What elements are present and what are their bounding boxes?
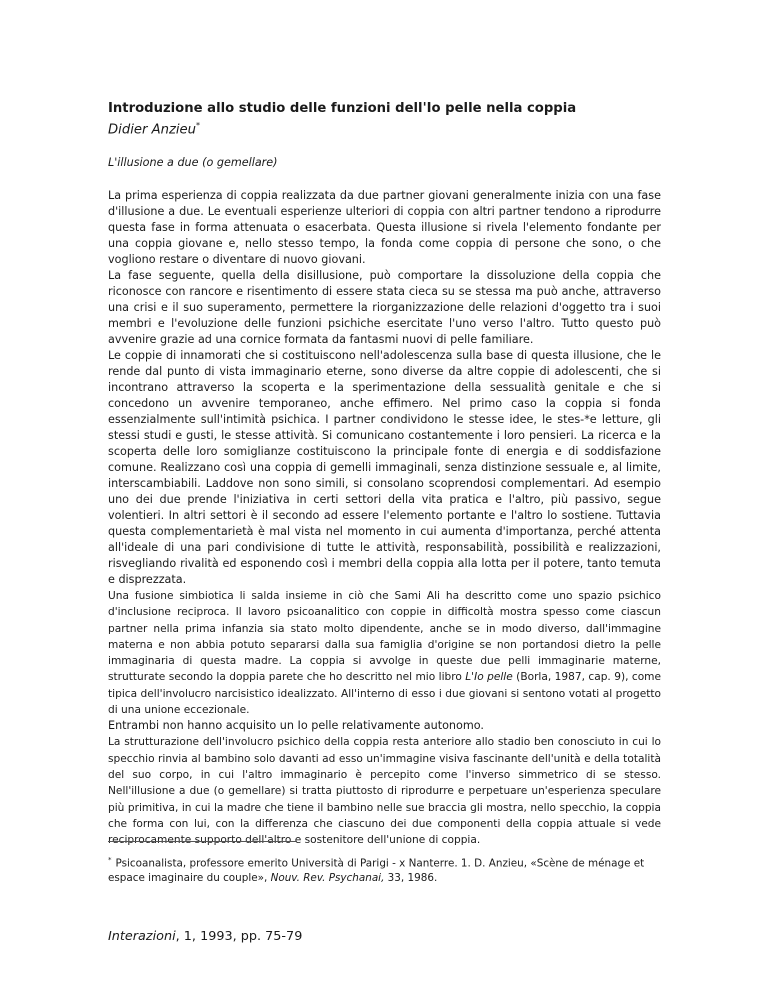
footnote-post: 33, 1986.: [384, 872, 438, 885]
paragraph-6: La strutturazione dell'involucro psichico della coppia resta anteriore allo stadio ben conosciuto in cui lo specchio rinvia al bambino solo davanti ad esso un'immagine visiva fascinante dell'unità e della totalità del suo corpo, in cui l'altro immaginario è percepito come l'inverso simmetrico di se stesso. Nell'illusione a due (o gemellare) si tratta piuttosto di riprodurre e perpetuare un'esperienza speculare più primitiva, in cui la madre che tiene il bambino nelle sue braccia gli mostra, nello specchio, la coppia che forma con lui, con la differenza che ciascuno dei due componenti della coppia attuale si vede reciprocamente supporto dell'altro e sostenitore dell'unione di coppia.: [108, 736, 661, 847]
author-footnote-mark: *: [196, 121, 201, 130]
book-title: L'Io pelle: [465, 671, 513, 684]
article-body: [108, 188, 661, 848]
author-name: Didier Anzieu: [108, 122, 197, 138]
footnote-journal: Nouv. Rev. Psychanai,: [270, 872, 385, 885]
footnote-divider: [108, 841, 296, 842]
paragraph-2: La fase seguente, quella della disillusione, può comportare la dissoluzione della coppia che riconosce con rancore e risentimento di essere stata cieca su se stessa ma può anche, attraverso una crisi e il suo superamento, permettere la riorganizzazione delle relazioni d'oggetto tra i suoi membri e l'evoluzione delle funzioni psichiche esercitate l'uno verso l'altro. Tutto questo può avvenire grazie ad una cornice formata da fantasmi nuovi di pelle familiare.: [108, 269, 661, 346]
paragraph-4-post: (Borla, 1987, cap. 9), come tipica dell'involucro narcisistico idealizzato. All'interno di esso i due giovani si sentono votati al progetto di una unione eccezionale.: [108, 671, 662, 717]
paragraph-5: Entrambi non hanno acquisito un Io pelle relativamente autonomo.: [108, 719, 484, 733]
paragraph-1: La prima esperienza di coppia realizzata da due partner giovani generalmente inizia con una fase d'illusione a due. Le eventuali esperienze ulteriori di coppia con altri partner tendono a riprodurre questa fase in forma attenuata o esacerbata. Questa illusione si rivela l'elemento fondante per una coppia giovane e, nello stesso tempo, la fonda come coppia di persone che sono, o che vogliono restare o diventare di nuovo giovani.: [108, 189, 661, 266]
paragraph-3: Le coppie di innamorati che si costituiscono nell'adolescenza sulla base di questa illusione, che le rende dal punto di vista immaginario eterne, sono diverse da altre coppie di adolescenti, che si incontrano attraverso la scoperta e la sperimentazione della sessualità genitale e che si concedono un avvenire temporaneo, anche effimero. Nel primo caso la coppia si fonda essenzialmente sull'intimità psichica. I partner condividono le stesse idee, le stes-*e letture, gli stessi studi e gusti, le stesse attività. Si comunicano costantemente i loro pensieri. La ricerca e la scoperta delle loro somiglianze costituiscono la principale fonte di energia e di soddisfazione comune. Realizzano così una coppia di gemelli immaginali, senza distinzione sessuale e, al limite, interscambiabili. Laddove non sono simili, si consolano scoprendosi complementari. Ad esempio uno dei due prende l'iniziativa in certi settori della vita pratica e l'altro, più passivo, segue volentieri. In altri settori è il secondo ad essere l'elemento portante e l'altro lo sostiene. Tuttavia questa complementarietà è mal vista nel momento in cui aumenta d'importanza, perché attenta all'ideale di una pari condivisione di tutte le attività, responsabilità, possibilità e realizzazioni, risvegliando rivalità ed esponendo così i membri della coppia alla lotta per il potere, tanto temuta e disprezzata.: [108, 349, 661, 586]
footnote: [108, 853, 661, 886]
section-heading: L'illusione a due (o gemellare): [108, 156, 278, 169]
footnote-mark: *: [108, 856, 112, 864]
source-journal: Interazioni: [108, 929, 176, 944]
source-citation: [108, 929, 302, 944]
paragraph-4-pre: Una fusione simbiotica li salda insieme in ciò che Sami Ali ha descritto come uno spazio psichico d'inclusione reciproca. Il lavoro psicoanalitico con coppie in difficoltà mostra spesso come ciascun partner nella prima infanzia sia stato molto dipendente, anche se in modo diverso, dall'immagine materna e non abbia potuto separarsi dalla sua famiglia d'origine se non portandosi dietro la pelle immaginaria di questa madre. La coppia si avvolge in queste due pelli immaginarie materne, strutturate secondo la doppia parete che ho descritto nel mio libro: [108, 590, 661, 684]
article-author: [108, 117, 661, 138]
paragraph-4: [108, 588, 661, 718]
source-rest: , 1, 1993, pp. 75-79: [175, 929, 303, 944]
article-title: Introduzione allo studio delle funzioni dell'Io pelle nella coppia: [108, 101, 577, 116]
footnote-pre: Psicoanalista, professore emerito Università di Parigi - x Nanterre. 1. D. Anzieu, «Scène de ménage et espace imaginaire du couple»,: [108, 857, 645, 885]
article: [108, 100, 662, 847]
